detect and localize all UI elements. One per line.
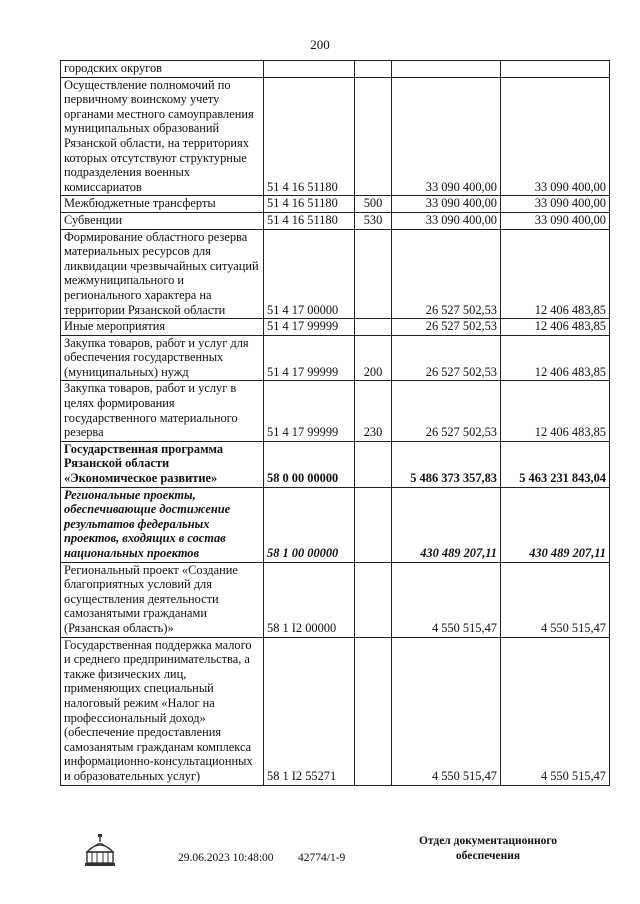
row-amount-2024: 33 090 400,00: [392, 77, 501, 196]
table-row: [61, 212, 610, 229]
row-amount-2024: 4 550 515,47: [392, 562, 501, 637]
row-amount-2025: 12 406 483,85: [501, 319, 610, 336]
row-name: Закупка товаров, работ и услуг в целях формирования государственного материального резерва: [61, 381, 264, 441]
row-amount-2024: 4 550 515,47: [392, 637, 501, 785]
row-amount-2024: 26 527 502,53: [392, 381, 501, 441]
row-amount-2025: 12 406 483,85: [501, 229, 610, 319]
row-expense-type: 500: [355, 196, 392, 213]
row-code: 58 1 I2 55271: [264, 637, 355, 785]
row-name: Государственная поддержка малого и среднего предпринимательства, а также физических лиц, применяющих специальный налоговый режим «Налог на профессиональный доход» (обеспечение предоставления самозанятым гражданам комплекса информационно-консультационных и образовательных услуг): [61, 637, 264, 785]
row-amount-2024: 430 489 207,11: [392, 487, 501, 562]
row-code: 58 0 00 00000: [264, 441, 355, 487]
footer-department-line2: обеспечения: [455, 850, 521, 862]
table-row: [61, 319, 610, 336]
row-name: Межбюджетные трансферты: [61, 196, 264, 213]
row-name: Закупка товаров, работ и услуг для обеспечения государственных (муниципальных) нужд: [61, 335, 264, 381]
row-name: городских округов: [61, 61, 264, 78]
row-amount-2024: 33 090 400,00: [392, 196, 501, 213]
table-row: [61, 637, 610, 785]
footer-code: 42774/1-9: [298, 852, 346, 864]
row-amount-2025: 12 406 483,85: [501, 335, 610, 381]
row-amount-2024: 5 486 373 357,83: [392, 441, 501, 487]
row-amount-2025: 5 463 231 843,04: [501, 441, 610, 487]
row-code: 51 4 17 99999: [264, 381, 355, 441]
row-amount-2024: [392, 61, 501, 78]
row-code: 51 4 16 51180: [264, 77, 355, 196]
row-name: Государственная программа Рязанской области «Экономическое развитие»: [61, 441, 264, 487]
row-expense-type: [355, 487, 392, 562]
row-expense-type: [355, 637, 392, 785]
row-expense-type: 230: [355, 381, 392, 441]
row-name: Региональные проекты, обеспечивающие достижение результатов федеральных проектов, входящих в состав национальных проектов: [61, 487, 264, 562]
table-row: [61, 562, 610, 637]
row-amount-2024: 26 527 502,53: [392, 229, 501, 319]
row-code: 58 1 00 00000: [264, 487, 355, 562]
row-name: Региональный проект «Создание благоприятных условий для осуществления деятельности самозанятыми гражданами (Рязанская область)»: [61, 562, 264, 637]
row-code: 51 4 16 51180: [264, 196, 355, 213]
row-expense-type: [355, 61, 392, 78]
row-expense-type: [355, 77, 392, 196]
footer-department-line1: Отдел документационного: [418, 835, 558, 847]
row-expense-type: 530: [355, 212, 392, 229]
table-row: [61, 229, 610, 319]
row-amount-2024: 26 527 502,53: [392, 335, 501, 381]
row-amount-2024: 26 527 502,53: [392, 319, 501, 336]
row-expense-type: [355, 441, 392, 487]
row-amount-2025: 4 550 515,47: [501, 637, 610, 785]
table-row: [61, 441, 610, 487]
table-row: [61, 381, 610, 441]
table-row: [61, 61, 610, 78]
row-amount-2025: 12 406 483,85: [501, 381, 610, 441]
budget-table: [60, 60, 610, 786]
row-code: 51 4 17 99999: [264, 319, 355, 336]
table-row: [61, 77, 610, 196]
row-code: 51 4 17 99999: [264, 335, 355, 381]
row-amount-2025: 33 090 400,00: [501, 196, 610, 213]
row-code: 58 1 I2 00000: [264, 562, 355, 637]
row-code: [264, 61, 355, 78]
row-name: Формирование областного резерва материальных ресурсов для ликвидации чрезвычайных ситуаций межмуниципального и регионального характера на территории Рязанской области: [61, 229, 264, 319]
row-amount-2025: [501, 61, 610, 78]
page-number: 200: [310, 37, 330, 52]
coat-of-arms-icon: [82, 832, 118, 868]
footer-department: [398, 834, 578, 864]
row-amount-2024: 33 090 400,00: [392, 212, 501, 229]
row-amount-2025: 430 489 207,11: [501, 487, 610, 562]
budget-table-body: [61, 61, 610, 786]
row-expense-type: 200: [355, 335, 392, 381]
row-amount-2025: 4 550 515,47: [501, 562, 610, 637]
row-expense-type: [355, 562, 392, 637]
row-name: Осуществление полномочий по первичному воинскому учету органами местного самоуправления муниципальных образований Рязанской области, на территориях которых отсутствуют структурные подразделения военных комиссариатов: [61, 77, 264, 196]
row-amount-2025: 33 090 400,00: [501, 212, 610, 229]
footer-date: 29.06.2023 10:48:00: [178, 852, 274, 864]
row-code: 51 4 16 51180: [264, 212, 355, 229]
row-amount-2025: 33 090 400,00: [501, 77, 610, 196]
table-row: [61, 196, 610, 213]
table-row: [61, 335, 610, 381]
row-expense-type: [355, 229, 392, 319]
row-name: Субвенции: [61, 212, 264, 229]
row-expense-type: [355, 319, 392, 336]
table-row: [61, 487, 610, 562]
row-code: 51 4 17 00000: [264, 229, 355, 319]
row-name: Иные мероприятия: [61, 319, 264, 336]
